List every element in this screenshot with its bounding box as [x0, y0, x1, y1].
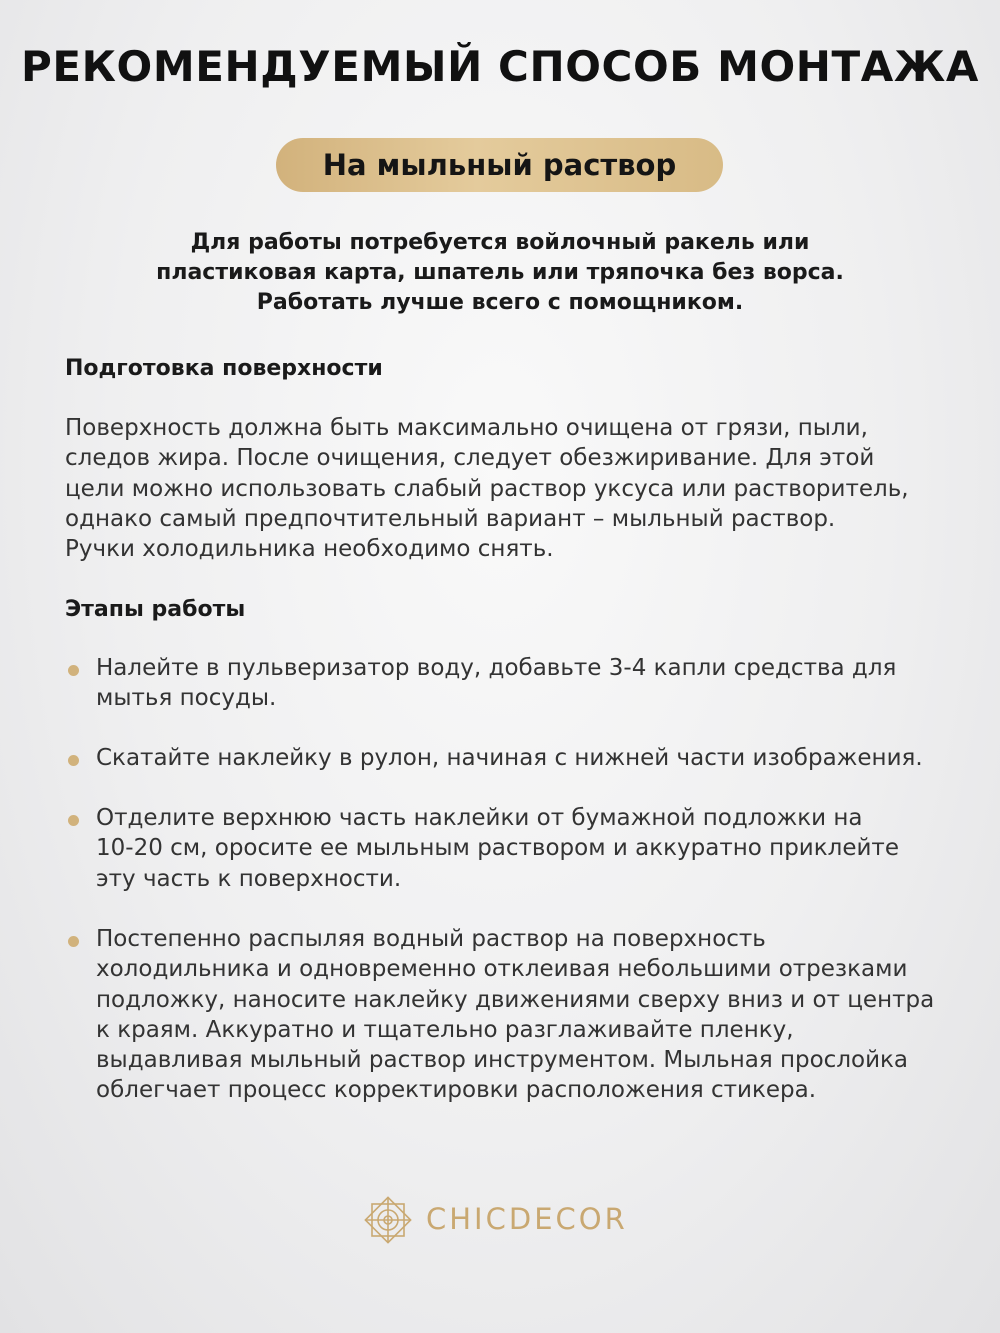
intro-line: Для работы потребуется войлочный ракель или — [190, 230, 810, 255]
paragraph-line: однако самый предпочтительный вариант – мыльный раствор. — [65, 505, 836, 532]
step-line: Скатайте наклейку в рулон, начиная с нижней части изображения. — [96, 745, 923, 771]
step-text — [96, 743, 976, 773]
step-text — [96, 924, 976, 1106]
paragraph-line: Ручки холодильника необходимо снять. — [65, 536, 554, 563]
step-line: холодильника и одновременно отклеивая небольшими отрезками — [96, 956, 908, 983]
step-line: выдавливая мыльный раствор инструментом. Мыльная прослойка — [96, 1047, 909, 1074]
step-text — [96, 653, 976, 714]
ornament-icon — [362, 1194, 414, 1246]
step-line: Постепенно распыляя водный раствор на поверхность — [96, 926, 766, 952]
brand-name: CHICDECOR — [426, 1202, 628, 1236]
step-line: облегчает процесс корректировки расположения стикера. — [96, 1077, 817, 1104]
paragraph-line: цели можно использовать слабый раствор уксуса или растворитель, — [65, 475, 909, 502]
step-line: эту часть к поверхности. — [96, 865, 402, 892]
step-line: Налейте в пульверизатор воду, добавьте 3-4 капли средства для — [96, 655, 897, 681]
brand-logo — [362, 1190, 652, 1250]
intro-line: Работать лучше всего с помощником. — [256, 290, 744, 315]
surface-heading: Подготовка поверхности — [65, 356, 383, 381]
method-badge — [276, 138, 723, 192]
bullet-dot-icon — [68, 665, 79, 676]
paragraph-line: следов жира. После очищения, следует обезжиривание. Для этой — [65, 445, 875, 472]
step-line: к краям. Аккуратно и тщательно разглаживайте пленку, — [96, 1016, 794, 1043]
page-title: РЕКОМЕНДУЕМЫЙ СПОСОБ МОНТАЖА — [20, 42, 980, 91]
bullet-dot-icon — [68, 815, 79, 826]
steps-heading: Этапы работы — [65, 597, 246, 622]
step-line: 10-20 см, оросите ее мыльным раствором и аккуратно приклейте — [96, 835, 899, 862]
step-line: мытья посуды. — [96, 685, 277, 712]
method-badge-label: На мыльный раствор — [322, 148, 677, 182]
intro-line: пластиковая карта, шпатель или тряпочка без ворса. — [156, 260, 844, 285]
paragraph-line: Поверхность должна быть максимально очищена от грязи, пыли, — [65, 415, 868, 441]
bullet-dot-icon — [68, 755, 79, 766]
surface-paragraph — [65, 413, 975, 564]
bullet-dot-icon — [68, 936, 79, 947]
step-line: подложку, наносите наклейку движениями сверху вниз и от центра — [96, 986, 935, 1013]
intro-text — [80, 228, 920, 318]
step-line: Отделите верхнюю часть наклейки от бумажной подложки на — [96, 805, 863, 831]
step-text — [96, 803, 976, 894]
